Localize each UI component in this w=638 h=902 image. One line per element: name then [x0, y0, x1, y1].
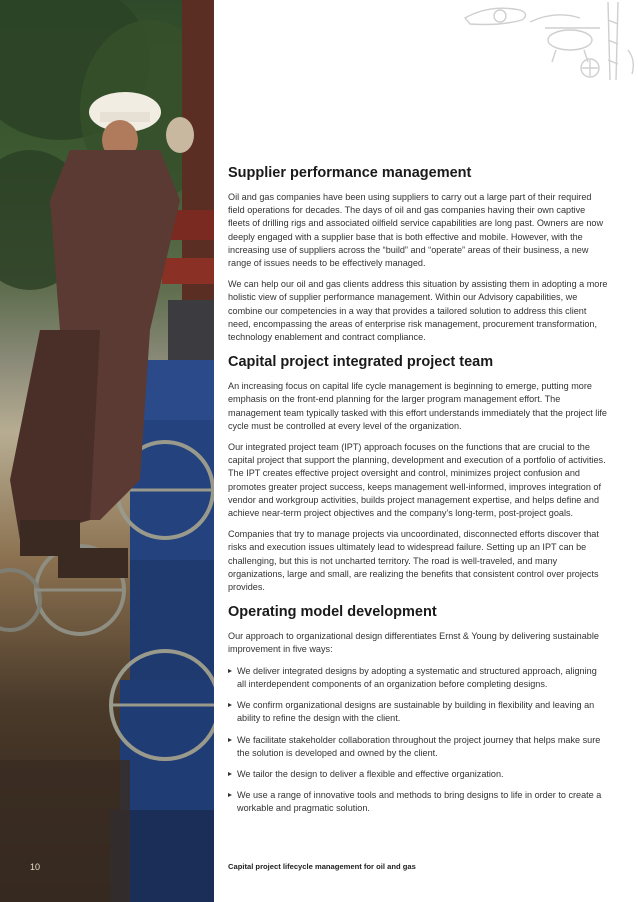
oil-field-worker-photo — [0, 0, 214, 902]
bullet-list — [228, 665, 608, 816]
page-number: 10 — [30, 862, 41, 872]
list-item: We confirm organizational designs are sustainable by building in flexibility and leaving an ability to refine the design with the client. — [228, 699, 608, 725]
wellhead-illustration — [0, 0, 214, 902]
section-operating-model — [228, 602, 608, 815]
section-heading: Operating model development — [228, 604, 437, 621]
paragraph: Companies that try to manage projects via uncoordinated, disconnected efforts discover that risks and execution issues ultimately lead to widespread failure. Setting up an IPT can be challenging, but this is not uncharted territory. The road is well-traveled, and many organizations, large and small, are realizing the benefits that consistent control over projects provides. — [228, 529, 599, 593]
page-footer: Capital project lifecycle management for oil and gas — [228, 862, 416, 871]
paragraph: Our integrated project team (IPT) approach focuses on the functions that are crucial to the capital project that support the planning, development and execution of a portfolio of activities. The IPT creates effective project oversight and control, minimizes project confusion and promotes greater project success, keeps management well-informed, improves integration of vendor and workgroup activities, builds project management expertise, and helps define and achieve near-term project objectives and the company’s long-term, post-project goals. — [228, 442, 606, 519]
paragraph: Oil and gas companies have been using suppliers to carry out a large part of their required field operations for decades. The days of oil and gas companies having their own captive fleets of drilling rigs and associated oilfield service capabilities are long past. Owners are now deeply engaged with a supplier base that is both effective and mobile. However, with the increasing use of suppliers across the “build” and “operate” areas of their business, a new range of issues needs to be effectively managed. — [228, 192, 604, 269]
paragraph: Our approach to organizational design differentiates Ernst & Young by delivering sustainable improvement in five ways: — [228, 631, 599, 655]
section-heading: Capital project integrated project team — [228, 354, 494, 371]
list-item: We deliver integrated designs by adopting a systematic and structured approach, aligning all interdependent components of an organization before completing designs. — [228, 665, 608, 691]
section-heading: Supplier performance management — [228, 165, 472, 181]
section-integrated-project-team — [228, 352, 608, 594]
list-item: We use a range of innovative tools and methods to bring designs to life in order to create a workable and pragmatic solution. — [228, 789, 608, 815]
content-column — [228, 163, 608, 824]
paragraph: We can help our oil and gas clients address this situation by assisting them in adopting a more holistic view of supplier performance management. Within our Advisory capabilities, we combine our competencies in a way that provides a tailored solution to address this client need, encompassing the areas of enterprise risk management, procurement transformation, technology enablement and contract compliance. — [228, 279, 608, 343]
list-item: We tailor the design to deliver a flexible and effective organization. — [228, 768, 608, 781]
decorative-sketch — [460, 0, 638, 90]
list-item: We facilitate stakeholder collaboration throughout the project journey that helps make sure the solution is developed and owned by the client. — [228, 734, 608, 760]
paragraph: An increasing focus on capital life cycle management is beginning to emerge, putting more emphasis on the front-end planning for the larger program management effort. The management team typically tasked with this effort understands immediately that the project life cycle must be controlled at every level of the organization. — [228, 381, 607, 431]
section-supplier-performance — [228, 163, 608, 344]
